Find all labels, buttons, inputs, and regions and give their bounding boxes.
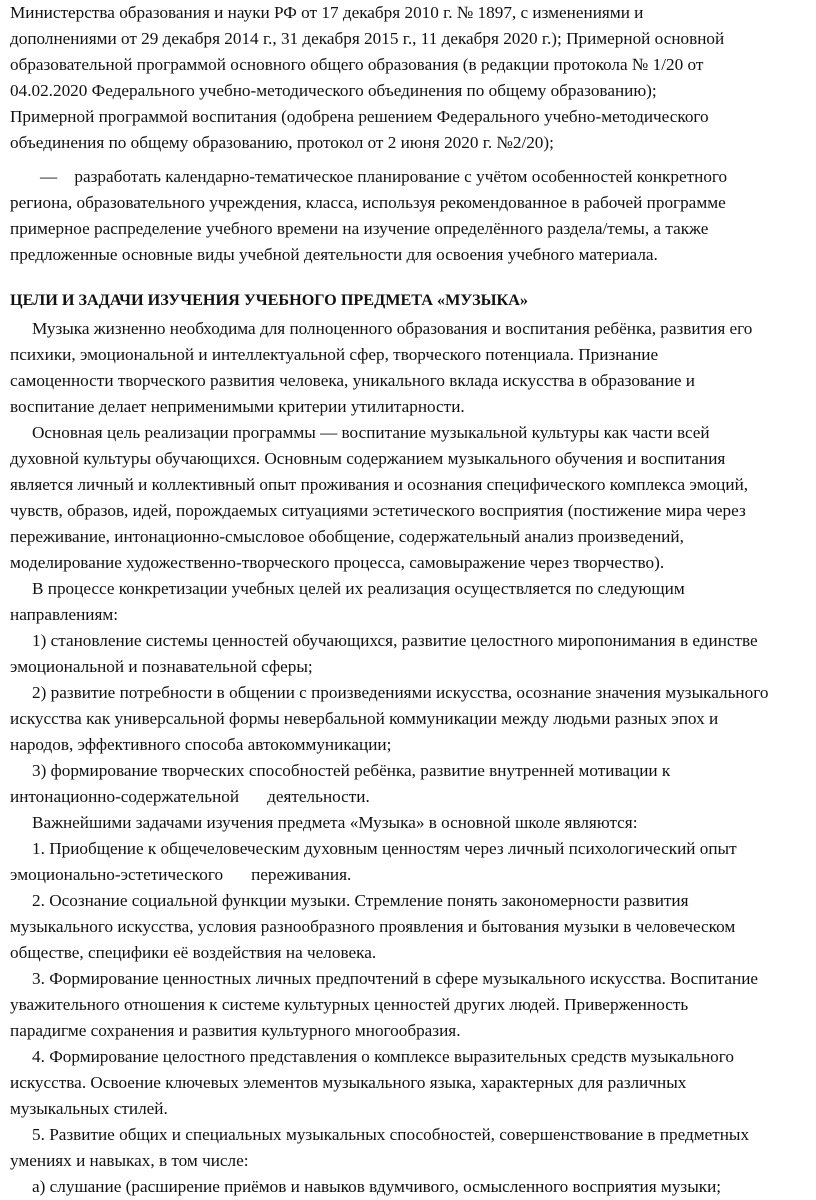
body-paragraph bbox=[10, 888, 768, 966]
text-line: объединения по общему образованию, протокол от 2 июня 2020 г. №2/20); bbox=[10, 133, 554, 152]
body-paragraph bbox=[10, 576, 768, 628]
text-line: искусства как универсальной формы невербальной коммуникации между людьми разных эпох и bbox=[10, 709, 719, 728]
text-line: а) слушание (расширение приёмов и навыков вдумчивого, осмысленного восприятия музыки; bbox=[32, 1177, 722, 1196]
text-line: является личный и коллективный опыт проживания и осознания специфического комплекса эмоций, bbox=[10, 475, 749, 494]
body-paragraph bbox=[10, 1122, 768, 1174]
body-paragraph bbox=[10, 810, 768, 836]
text-line: самоценности творческого развития человека, уникального вклада искусства в образование и bbox=[10, 371, 695, 390]
text-line: 2. Осознание социальной функции музыки. Стремление понять закономерности развития bbox=[32, 891, 689, 910]
text-line: В процессе конкретизации учебных целей их реализация осуществляется по следующим bbox=[32, 579, 685, 598]
text-line bbox=[10, 784, 768, 810]
text-line: народов, эффективного способа автокоммуникации; bbox=[10, 735, 392, 754]
text-line: Музыка жизненно необходима для полноценного образования и воспитания ребёнка, развития его bbox=[32, 319, 753, 338]
body-paragraph bbox=[10, 836, 768, 888]
text-line: моделирование художественно-творческого процесса, самовыражение через творчество). bbox=[10, 553, 665, 572]
text-line: Основная цель реализации программы — воспитание музыкальной культуры как части всей bbox=[32, 423, 710, 442]
body-paragraph bbox=[10, 316, 768, 420]
text-line: психики, эмоциональной и интеллектуальной сфер, творческого потенциала. Признание bbox=[10, 345, 659, 364]
text-line: предложенные основные виды учебной деятельности для освоения учебного материала. bbox=[10, 245, 658, 264]
text-line: искусства. Освоение ключевых элементов музыкального языка, характерных для различных bbox=[10, 1073, 687, 1092]
text-line: Важнейшими задачами изучения предмета «Музыка» в основной школе являются: bbox=[32, 813, 638, 832]
text-line: Министерства образования и науки РФ от 17 декабря 2010 г. № 1897, с изменениями и bbox=[10, 3, 644, 22]
text-line bbox=[10, 862, 768, 888]
text-line-part: переживания. bbox=[251, 865, 352, 884]
dash-paragraph bbox=[10, 164, 727, 268]
text-line: обществе, специфики её воздействия на человека. bbox=[10, 943, 377, 962]
text-line: переживание, интонационно-смысловое обобщение, содержательный анализ произведений, bbox=[10, 527, 684, 546]
text-line-part: деятельности. bbox=[267, 787, 370, 806]
text-line-content: разработать календарно-тематическое планирование с учётом особенностей конкретного bbox=[74, 167, 728, 186]
text-line: 04.02.2020 Федерального учебно-методического объединения по общему образованию); bbox=[10, 81, 657, 100]
text-line: духовной культуры обучающихся. Основным содержанием музыкального обучения и воспитания bbox=[10, 449, 726, 468]
section-heading: ЦЕЛИ И ЗАДАЧИ ИЗУЧЕНИЯ УЧЕБНОГО ПРЕДМЕТА «МУЗЫКА» bbox=[10, 291, 529, 309]
text-line: дополнениями от 29 декабря 2014 г., 31 декабря 2015 г., 11 декабря 2020 г.); Примерной основной bbox=[10, 29, 725, 48]
section-body bbox=[10, 316, 768, 1200]
text-line bbox=[10, 164, 727, 190]
body-paragraph bbox=[10, 966, 768, 1044]
text-line: уважительного отношения к системе культурных ценностей других людей. Приверженность bbox=[10, 995, 689, 1014]
text-line: эмоциональной и познавательной сферы; bbox=[10, 657, 313, 676]
text-line: 5. Развитие общих и специальных музыкальных способностей, совершенствование в предметных bbox=[32, 1125, 750, 1144]
text-line: Примерной программой воспитания (одобрена решением Федерального учебно-методического bbox=[10, 107, 709, 126]
body-paragraph bbox=[10, 1174, 768, 1200]
text-line: 4. Формирование целостного представления о комплексе выразительных средств музыкального bbox=[32, 1047, 734, 1066]
text-line: образовательной программой основного общего образования (в редакции протокола № 1/20 от bbox=[10, 55, 704, 74]
intro-paragraph bbox=[10, 0, 724, 156]
body-paragraph bbox=[10, 1044, 768, 1122]
body-paragraph bbox=[10, 628, 768, 680]
text-line: музыкального искусства, условия разнообразного проявления и бытования музыки в человеческом bbox=[10, 917, 736, 936]
text-line-part: эмоционально-эстетического bbox=[10, 865, 224, 884]
text-line-part: интонационно-содержательной bbox=[10, 787, 240, 806]
text-line: воспитание делает неприменимыми критерии утилитарности. bbox=[10, 397, 465, 416]
text-line: 3. Формирование ценностных личных предпочтений в сфере музыкального искусства. Воспитание bbox=[32, 969, 759, 988]
text-line: направлениям: bbox=[10, 605, 119, 624]
text-line: 2) развитие потребности в общении с произведениями искусства, осознание значения музыкального bbox=[32, 683, 769, 702]
body-paragraph bbox=[10, 420, 768, 576]
text-line: 1. Приобщение к общечеловеческим духовным ценностям через личный психологический опыт bbox=[32, 839, 737, 858]
text-line: 3) формирование творческих способностей ребёнка, развитие внутренней мотивации к bbox=[32, 761, 671, 780]
text-line: 1) становление системы ценностей обучающихся, развитие целостного миропонимания в единстве bbox=[32, 631, 758, 650]
text-line: музыкальных стилей. bbox=[10, 1099, 168, 1118]
text-line: региона, образовательного учреждения, класса, используя рекомендованное в рабочей программе bbox=[10, 193, 726, 212]
text-line: чувств, образов, идей, порождаемых ситуациями эстетического восприятия (постижение мира через bbox=[10, 501, 746, 520]
body-paragraph bbox=[10, 680, 768, 758]
text-line: умениях и навыках, в том числе: bbox=[10, 1151, 249, 1170]
text-line: парадигме сохранения и развития культурного многообразия. bbox=[10, 1021, 461, 1040]
dash-mark: — bbox=[40, 167, 58, 186]
body-paragraph bbox=[10, 758, 768, 810]
text-line: примерное распределение учебного времени на изучение определённого раздела/темы, а также bbox=[10, 219, 709, 238]
